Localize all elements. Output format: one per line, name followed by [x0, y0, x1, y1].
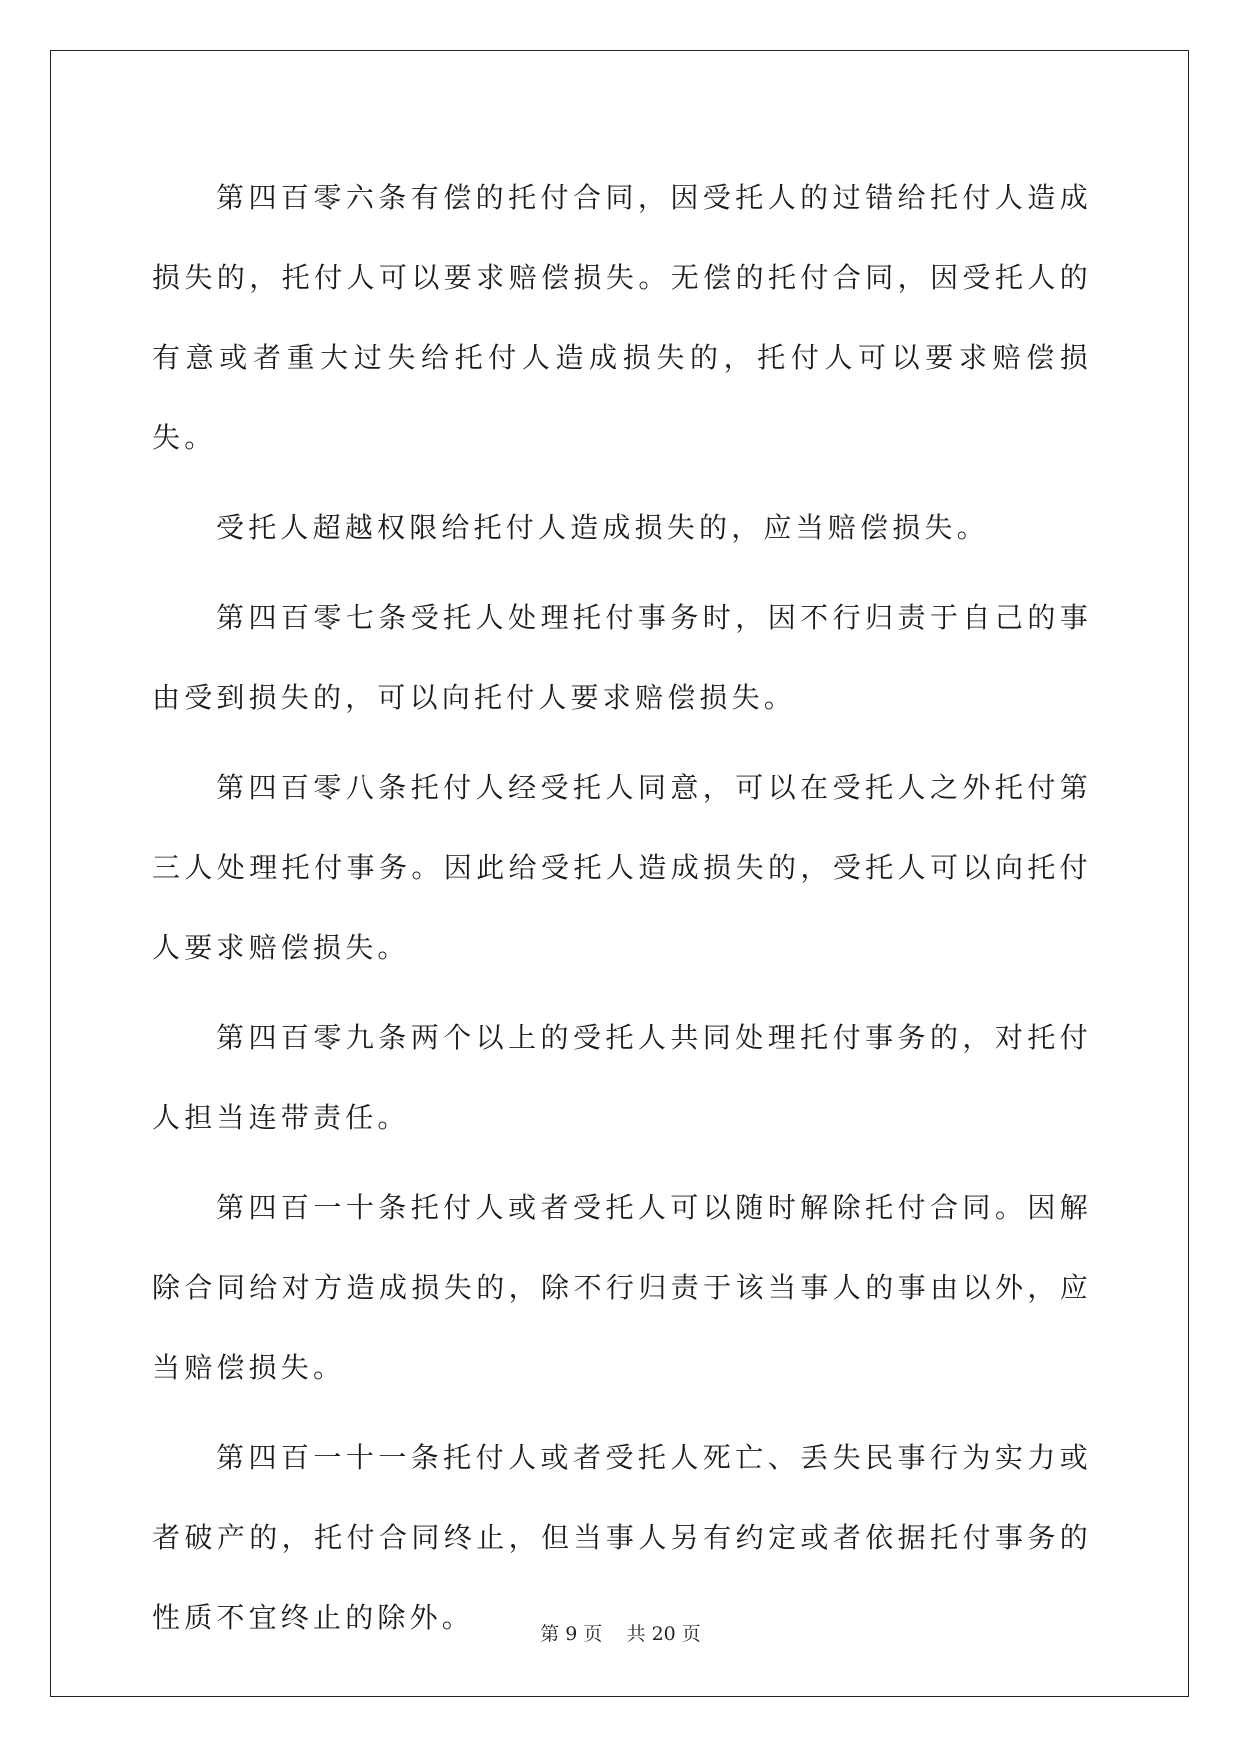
paragraph-article-411: 第四百一十一条托付人或者受托人死亡、丢失民事行为实力或者破产的，托付合同终止，但当事人另有约定或者依据托付事务的性质不宜终止的除外。: [152, 1441, 1092, 1634]
paragraph-article-409: 第四百零九条两个以上的受托人共同处理托付事务的，对托付人担当连带责任。: [152, 1021, 1092, 1134]
paragraph-article-410: 第四百一十条托付人或者受托人可以随时解除托付合同。因解除合同给对方造成损失的，除不行归责于该当事人的事由以外，应当赔偿损失。: [152, 1191, 1092, 1384]
document-body: [152, 158, 1092, 1668]
paragraph-article-406: 第四百零六条有偿的托付合同，因受托人的过错给托付人造成损失的，托付人可以要求赔偿损失。无偿的托付合同，因受托人的有意或者重大过失给托付人造成损失的，托付人可以要求赔偿损失。: [152, 181, 1092, 454]
paragraph-article-408: 第四百零八条托付人经受托人同意，可以在受托人之外托付第三人处理托付事务。因此给受托人造成损失的，受托人可以向托付人要求赔偿损失。: [152, 771, 1092, 964]
paragraph-agent-exceeds-authority: 受托人超越权限给托付人造成损失的，应当赔偿损失。: [216, 511, 989, 544]
paragraph-article-407: 第四百零七条受托人处理托付事务时，因不行归责于自己的事由受到损失的，可以向托付人要求赔偿损失。: [152, 601, 1092, 714]
page-number-footer: 第 9 页 共 20 页: [540, 1623, 701, 1645]
